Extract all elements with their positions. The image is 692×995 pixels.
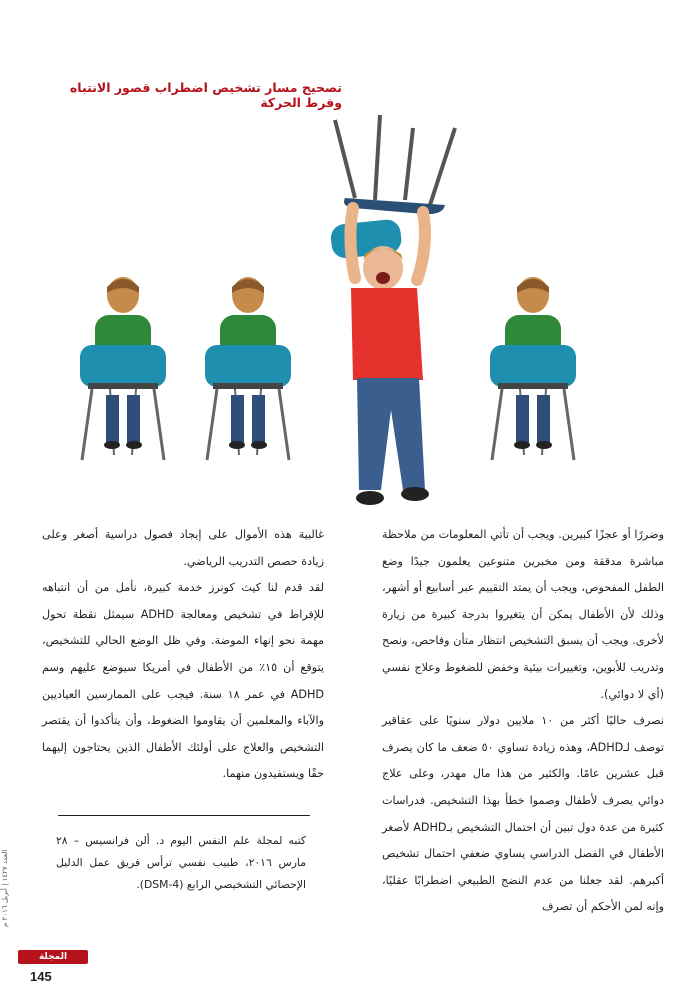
seated-child-right <box>490 277 576 460</box>
issue-info: العدد ١٤٢٧ | أبريل ٢٠١٦ م <box>1 850 9 928</box>
paragraph: غالبية هذه الأموال على إيجاد فصول دراسية أصغر وعلى زيادة حصص التدريب الرياضي. <box>42 528 324 568</box>
seated-child-middle <box>205 277 291 460</box>
article-photo <box>60 110 660 530</box>
article-title: تصحيح مسار تشخيص اضطراب قصور الانتباه وفرط الحركة <box>69 80 342 110</box>
paragraph: نصرف حاليًا أكثر من ١٠ ملايين دولار سنويًا على عقاقير توصف لـADHD، وهذه زيادة تساوي ٥٠ ضعف ما كان يصرف قبل عشرين عامًا. والكثير من هذا مال مهدر، وعلى علاج دوائي يصرف لأطفال وصموا خطأ بهذا التشخيص. فدراسات كثيرة من عدة دول تبين أن احتمال التشخيص بـADHD لأصغر الأطفال في الفصل الدراسي يساوي ضعفي احتمال تشخيص أكبرهم. لقد جعلنا من عدم النضج الطبيعي اضطرابًا عقليًا، وإنه لمن الأحكم أن تصرف <box>382 714 664 914</box>
article-column-right <box>382 522 664 921</box>
article-column-left <box>42 522 324 788</box>
magazine-logo: المجلة <box>18 950 88 964</box>
footnote: كتبه لمجلة علم النفس اليوم د. ألن فرانسيس – ٢٨ مارس ٢٠١٦، طبيب نفسي ترأس فريق عمل الدليل الإحصائي التشخيصي الرابع (DSM-4). <box>56 834 306 891</box>
standing-child-with-chair <box>330 115 455 505</box>
paragraph: وضررًا أو عجزًا كبيرين. ويجب أن تأتي المعلومات من ملاحظة مباشرة مدققة ومن مخبرين متنوعين يعلمون جيدًا وضع الطفل المفحوص، ويجب أن يمتد التقييم عبر أسابيع أو أشهر، وذلك لأن الأطفال يمكن أن يتغيروا بدرجة كبيرة من زيارة لأخرى. ويجب أن يسبق التشخيص انتظار متأن وفاحص، ونصح وتدريب للأبوين، وتغييرات بيئية وخفض للضغوط وعلاج نفسي (أي لا دوائي). <box>382 528 664 701</box>
paragraph: لقد قدم لنا كيث كونرز خدمة كبيرة، نأمل من أن انتباهه للإفراط في تشخيص ومعالجة ADHD سيمثل نقطة تحول مهمة نحو إنهاء الموضة. وفي ظل الوضع الحالي للتشخيص، يتوقع أن ١٥٪ من الأطفال في أمريكا سيوضع عليهم وسم ADHD في عمر ١٨ سنة. فيجب على الممارسين العياديين والآباء والمعلمين أن يقاوموا الضغوط، وأن يتأكدوا أن يقتصر التشخيص والعلاج على أولئك الأطفال الذين يحتاجون إليهما حقًا ويستفيدون منهما. <box>42 581 324 781</box>
footnote-divider <box>58 815 310 816</box>
seated-child-left <box>80 277 166 460</box>
page-number: 145 <box>30 969 52 984</box>
